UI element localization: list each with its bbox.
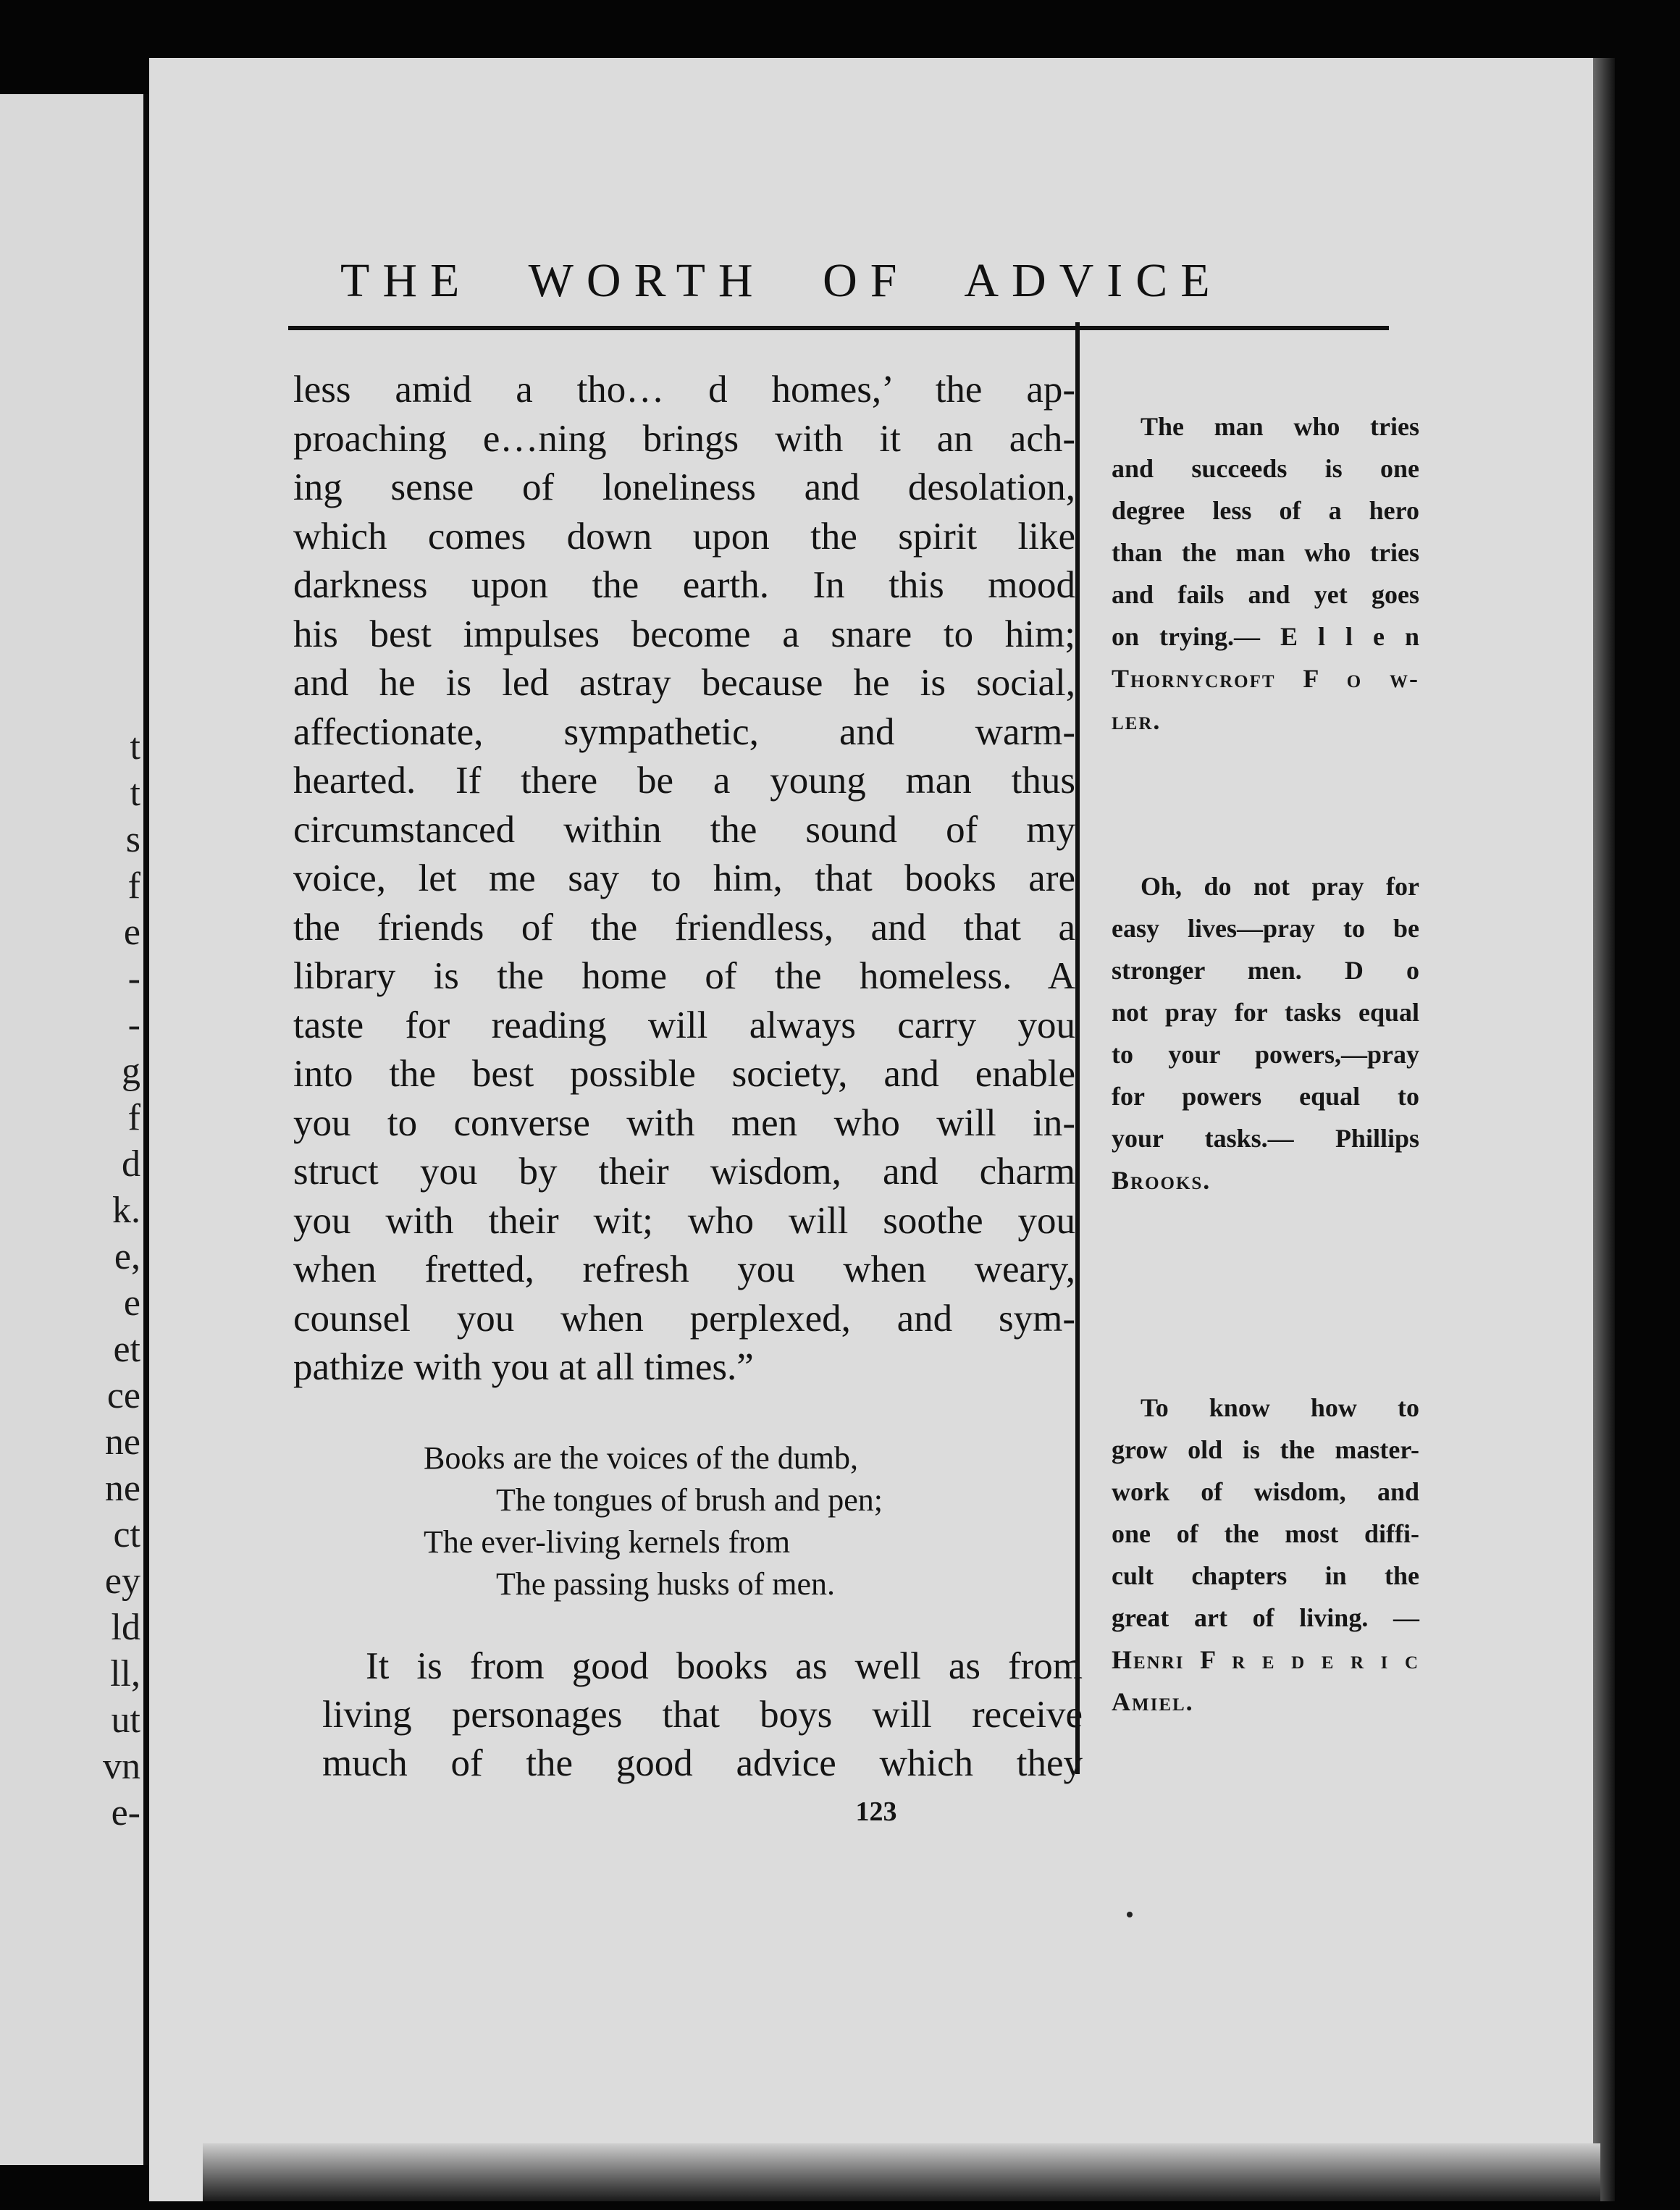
sidebar-quote-brooks [1112,865,1419,1201]
poem-line: The ever-living kernels from [424,1524,791,1560]
quote-line: to your powers,—pray [1112,1040,1419,1069]
running-head: THE WORTH OF ADVICE [340,254,1223,307]
quote-line: than the man who tries [1112,538,1419,567]
text-line: struct you by their wisdom, and charm [293,1151,1075,1193]
edge-line: - [127,1004,140,1046]
edge-line: g [122,1051,140,1092]
text-line: affectionate, sympathetic, and warm- [293,710,1075,753]
edge-line: ne [104,1421,140,1463]
text-line: taste for reading will always carry you [293,1004,1075,1046]
edge-line: ld [111,1607,140,1648]
previous-page [0,94,145,2165]
text-line: It is from good books as well as from [366,1645,1083,1687]
text-line: voice, let me say to him, that books are [293,857,1075,899]
quote-line: Henri F r e d e r i c [1112,1645,1419,1674]
page-right-edge [1593,58,1615,2201]
edge-line: t [130,726,140,768]
page-bottom-edge [203,2143,1600,2201]
quote-attribution: ler. [1112,706,1162,735]
quote-line: easy lives—pray to be [1112,914,1419,943]
text-line: hearted. If there be a young man thus [293,760,1075,802]
text-line: and he is led astray because he is social, [293,662,1075,704]
text-line: pathize with you at all times.” [293,1346,754,1388]
edge-line: e, [114,1236,140,1277]
edge-line: vn [103,1746,140,1787]
edge-line: f [127,1097,140,1138]
edge-line: ce [106,1375,140,1416]
text-line: which comes down upon the spirit like [293,515,1075,558]
quote-attribution: Amiel. [1112,1687,1194,1716]
edge-line: e- [111,1792,140,1833]
poem-stanza [424,1437,1003,1605]
text-line: circumstanced within the sound of my [293,808,1075,851]
text-line: into the best possible society, and enable [293,1053,1075,1095]
second-paragraph [322,1642,1083,1788]
sidebar-quote-amiel [1112,1387,1419,1723]
poem-line: The tongues of brush and pen; [496,1482,883,1518]
edge-line: e [123,912,140,953]
text-line: proaching e…ning brings with it an ach- [293,417,1075,460]
quote-line: Oh, do not pray for [1141,872,1419,901]
edge-line: t [130,773,140,814]
edge-line: k. [112,1190,140,1231]
quote-attribution: Thornycroft F o w- [1112,664,1419,693]
text-line: less amid a tho… d homes,’ the ap- [293,369,1075,411]
quote-line: work of wisdom, and [1112,1477,1419,1506]
quote-line: your tasks.— Phillips [1112,1124,1419,1153]
quote-line: stronger men. D o [1112,956,1419,985]
text-line: when fretted, refresh you when weary, [293,1248,1075,1290]
text-line: living personages that boys will receive [322,1694,1083,1736]
quote-attribution: Brooks. [1112,1166,1211,1195]
edge-line: - [127,958,140,999]
quote-line: grow old is the master- [1112,1435,1419,1464]
quote-line: and succeeds is one [1112,454,1419,483]
quote-line: and fails and yet goes [1112,580,1419,609]
edge-line: e [123,1282,140,1324]
quote-line: great art of living. — [1112,1603,1419,1632]
main-text-column [293,366,1075,1392]
quote-line: degree less of a hero [1112,496,1419,525]
quote-line: one of the most diffi- [1112,1519,1419,1548]
ink-speck [1127,1912,1133,1917]
edge-line: d [122,1143,140,1185]
text-line: counsel you when perplexed, and sym- [293,1297,1075,1340]
edge-line: ll, [110,1653,140,1694]
quote-line: To know how to [1141,1393,1419,1422]
edge-line: ey [104,1560,140,1602]
edge-line: ut [111,1699,140,1741]
text-line: you to converse with men who will in- [293,1101,1075,1144]
page-number: 123 [855,1797,897,1827]
quote-line: cult chapters in the [1112,1561,1419,1590]
text-line: the friends of the friendless, and that a [293,906,1075,949]
edge-line: s [125,819,140,860]
text-line: darkness upon the earth. In this mood [293,564,1075,606]
quote-line: for powers equal to [1112,1082,1419,1111]
edge-line: f [127,865,140,907]
text-line: ing sense of loneliness and desolation, [293,466,1075,508]
poem-line: Books are the voices of the dumb, [424,1440,858,1476]
quote-line: The man who tries [1141,412,1419,441]
header-rule [288,326,1389,330]
previous-page-edge-text [83,724,140,1836]
quote-line: not pray for tasks equal [1112,998,1419,1027]
poem-line: The passing husks of men. [496,1566,836,1602]
edge-line: ct [113,1514,140,1555]
column-divider [1075,322,1080,1774]
quote-line: on trying.— E l l e n [1112,622,1419,651]
text-line: much of the good advice which they [322,1742,1083,1784]
sidebar-quote-fowler [1112,406,1419,741]
edge-line: et [113,1329,140,1370]
text-line: library is the home of the homeless. A [293,955,1075,997]
text-line: you with their wit; who will soothe you [293,1199,1075,1242]
text-line: his best impulses become a snare to him; [293,613,1075,655]
edge-line: ne [104,1468,140,1509]
